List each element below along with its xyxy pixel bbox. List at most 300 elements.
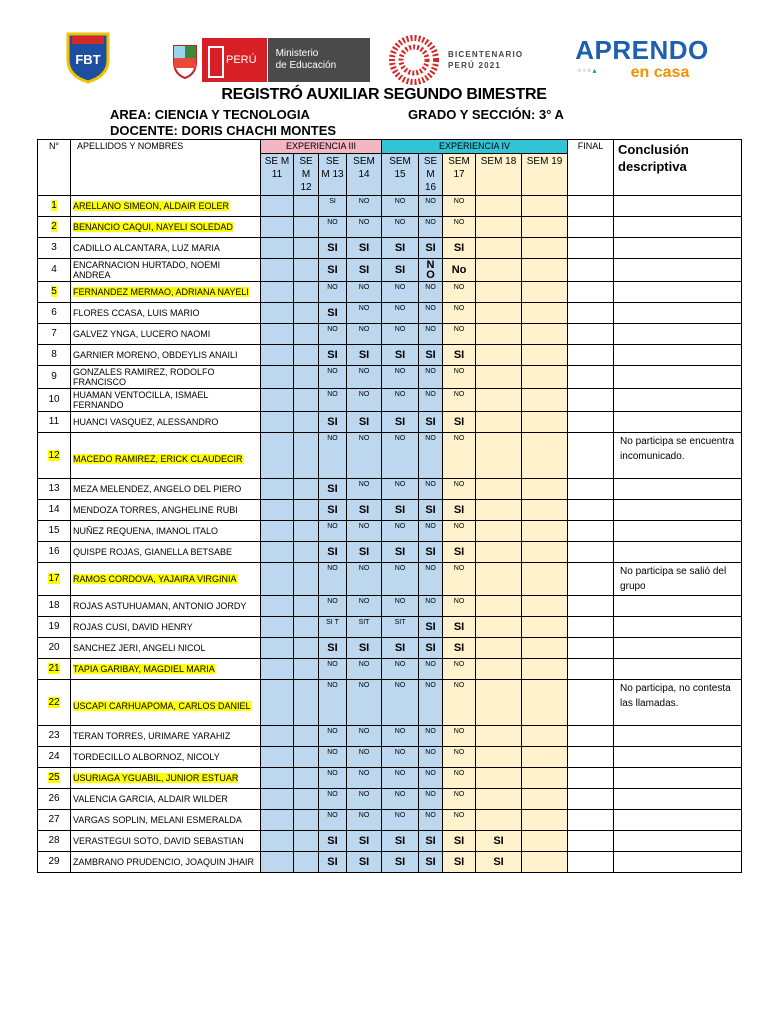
final-cell: [568, 433, 614, 479]
conclusion-cell: [614, 747, 742, 768]
row-number: 17: [48, 573, 60, 584]
attendance-cell: NO: [382, 324, 419, 345]
final-cell: [568, 479, 614, 500]
ministry-logo: [168, 38, 370, 82]
grades-table: [37, 139, 742, 873]
conclusion-cell: [614, 726, 742, 747]
row-number-cell: [38, 726, 71, 747]
row-number-cell: [38, 433, 71, 479]
attendance-cell: NO: [443, 789, 476, 810]
attendance-cell: NO: [347, 217, 382, 238]
student-name-cell: [71, 345, 261, 366]
attendance-cell: NO: [419, 479, 443, 500]
table-row: [38, 789, 742, 810]
week-cell-empty: [522, 542, 568, 563]
attendance-cell: [476, 726, 522, 747]
decorative-shapes-icon: ▫◦▫▴: [578, 66, 599, 75]
conclusion-cell: [614, 852, 742, 873]
attendance-cell: SI: [347, 412, 382, 433]
attendance-cell: NO: [347, 479, 382, 500]
week-cell-empty: [294, 638, 319, 659]
student-name-cell: [71, 617, 261, 638]
student-name-cell: [71, 831, 261, 852]
week-cell-empty: [522, 238, 568, 259]
row-number-cell: [38, 196, 71, 217]
row-number: 5: [51, 286, 57, 297]
attendance-cell: [476, 303, 522, 324]
conclusion-cell: [614, 831, 742, 852]
row-number: 25: [48, 772, 60, 783]
attendance-cell: NO: [347, 433, 382, 479]
week-cell-empty: [294, 659, 319, 680]
attendance-cell: NO: [347, 810, 382, 831]
final-cell: [568, 617, 614, 638]
row-number-cell: [38, 303, 71, 324]
attendance-cell: NO: [443, 196, 476, 217]
week-cell-empty: [261, 259, 294, 282]
attendance-cell: SI: [443, 617, 476, 638]
row-number: 8: [51, 349, 57, 360]
student-name: VARGAS SOPLIN, MELANI ESMERALDA: [73, 815, 242, 825]
conclusion-cell: [614, 196, 742, 217]
attendance-cell: NO: [347, 521, 382, 542]
student-name-cell: [71, 412, 261, 433]
attendance-cell: NO: [319, 726, 347, 747]
attendance-cell: NO: [419, 680, 443, 726]
attendance-cell: SI: [319, 542, 347, 563]
attendance-cell: NO: [419, 789, 443, 810]
conclusion-cell: [614, 500, 742, 521]
attendance-cell: NO: [419, 389, 443, 412]
attendance-cell: [476, 596, 522, 617]
svg-text:FBT: FBT: [75, 52, 101, 67]
week-cell-empty: [294, 747, 319, 768]
row-number-cell: [38, 238, 71, 259]
row-number-cell: [38, 282, 71, 303]
attendance-cell: NO: [443, 433, 476, 479]
week-cell-empty: [261, 659, 294, 680]
student-name: SANCHEZ JERI, ANGELI NICOL: [73, 643, 206, 653]
row-number-cell: [38, 389, 71, 412]
row-number-cell: [38, 617, 71, 638]
attendance-cell: SI: [382, 412, 419, 433]
student-name: CADILLO ALCANTARA, LUZ MARIA: [73, 243, 220, 253]
attendance-cell: NO: [382, 217, 419, 238]
table-row: [38, 303, 742, 324]
final-cell: [568, 659, 614, 680]
attendance-cell: [476, 196, 522, 217]
area-label: AREA: CIENCIA Y TECNOLOGIA: [110, 107, 310, 122]
week-cell-empty: [294, 831, 319, 852]
student-name: ARELLANO SIMEON, ALDAIR EOLER: [73, 201, 230, 211]
student-name: MEZA MELENDEZ, ANGELO DEL PIERO: [73, 484, 242, 494]
attendance-cell: [476, 680, 522, 726]
attendance-cell: SI: [443, 831, 476, 852]
attendance-cell: NO: [419, 596, 443, 617]
row-number: 7: [51, 328, 57, 339]
conclusion-cell: [614, 217, 742, 238]
attendance-cell: SI: [319, 303, 347, 324]
attendance-cell: NO: [382, 521, 419, 542]
attendance-cell: SIT: [347, 617, 382, 638]
attendance-cell: NO: [443, 389, 476, 412]
attendance-cell: [476, 345, 522, 366]
attendance-cell: NO: [382, 282, 419, 303]
row-number-cell: [38, 345, 71, 366]
attendance-cell: NO: [443, 563, 476, 596]
col-header-week: SEM 15: [382, 154, 419, 196]
attendance-cell: SI: [347, 259, 382, 282]
attendance-cell: NO: [319, 659, 347, 680]
student-name-cell: [71, 324, 261, 345]
week-cell-empty: [261, 196, 294, 217]
row-number-cell: [38, 680, 71, 726]
attendance-cell: SI: [347, 852, 382, 873]
week-cell-empty: [261, 521, 294, 542]
student-name: VERASTEGUI SOTO, DAVID SEBASTIAN: [73, 836, 244, 846]
week-cell-empty: [522, 563, 568, 596]
attendance-cell: NO: [382, 196, 419, 217]
final-cell: [568, 638, 614, 659]
week-cell-empty: [294, 324, 319, 345]
student-name: GONZALES RAMIREZ, RODOLFO FRANCISCO: [73, 367, 215, 387]
row-number-cell: [38, 500, 71, 521]
week-cell-empty: [261, 831, 294, 852]
conclusion-cell: [614, 238, 742, 259]
row-number-cell: [38, 768, 71, 789]
attendance-cell: NO: [382, 747, 419, 768]
attendance-cell: [476, 617, 522, 638]
row-number-cell: [38, 852, 71, 873]
attendance-cell: NO: [382, 563, 419, 596]
week-cell-empty: [261, 726, 294, 747]
col-header-week: SE M 11: [261, 154, 294, 196]
teacher-label: DOCENTE: DORIS CHACHI MONTES: [110, 123, 337, 138]
conclusion-cell: [614, 521, 742, 542]
student-name-cell: [71, 789, 261, 810]
student-name: HUAMAN VENTOCILLA, ISMAEL FERNANDO: [73, 390, 209, 410]
student-name-cell: [71, 259, 261, 282]
attendance-cell: NO: [347, 389, 382, 412]
week-cell-empty: [522, 810, 568, 831]
attendance-cell: NO: [443, 726, 476, 747]
table-row: [38, 638, 742, 659]
logo-bar: [0, 28, 768, 88]
attendance-cell: NO: [419, 196, 443, 217]
student-name: TAPIA GARIBAY, MAGDIEL MARIA: [73, 664, 215, 674]
table-row: [38, 345, 742, 366]
table-row: [38, 747, 742, 768]
row-number: 19: [48, 621, 60, 632]
student-name-cell: [71, 852, 261, 873]
week-cell-empty: [294, 789, 319, 810]
table-row: [38, 659, 742, 680]
attendance-cell: NO: [347, 324, 382, 345]
week-cell-empty: [294, 680, 319, 726]
attendance-cell: SI: [419, 500, 443, 521]
attendance-cell: SI: [419, 852, 443, 873]
student-name: GARNIER MORENO, OBDEYLIS ANAILI: [73, 350, 238, 360]
attendance-cell: NO: [319, 680, 347, 726]
week-cell-empty: [522, 345, 568, 366]
table-row: [38, 366, 742, 389]
week-cell-empty: [261, 768, 294, 789]
attendance-cell: [476, 259, 522, 282]
week-cell-empty: [522, 479, 568, 500]
final-cell: [568, 563, 614, 596]
attendance-cell: [476, 747, 522, 768]
row-number: 11: [48, 416, 60, 427]
week-cell-empty: [522, 726, 568, 747]
row-number: 16: [48, 546, 60, 557]
attendance-cell: SI: [443, 238, 476, 259]
attendance-cell: NO: [382, 789, 419, 810]
attendance-cell: [476, 768, 522, 789]
final-cell: [568, 500, 614, 521]
attendance-cell: SI: [443, 500, 476, 521]
week-cell-empty: [261, 479, 294, 500]
final-cell: [568, 217, 614, 238]
week-cell-empty: [522, 217, 568, 238]
student-name: MACEDO RAMIREZ, ERICK CLAUDECIR: [73, 454, 243, 464]
col-header-week: SEM 17: [443, 154, 476, 196]
attendance-cell: NO: [443, 596, 476, 617]
attendance-cell: SI: [319, 259, 347, 282]
row-number: 28: [48, 835, 60, 846]
attendance-cell: NO: [419, 521, 443, 542]
week-cell-empty: [294, 617, 319, 638]
week-cell-empty: [261, 617, 294, 638]
week-cell-empty: [522, 303, 568, 324]
week-cell-empty: [261, 789, 294, 810]
attendance-cell: [476, 521, 522, 542]
final-cell: [568, 303, 614, 324]
col-header-week: SEM 14: [347, 154, 382, 196]
attendance-cell: NO: [319, 217, 347, 238]
attendance-cell: SI: [419, 542, 443, 563]
week-cell-empty: [522, 366, 568, 389]
attendance-cell: NO: [319, 282, 347, 303]
table-row: [38, 768, 742, 789]
final-cell: [568, 282, 614, 303]
attendance-cell: NO: [443, 768, 476, 789]
conclusion-cell: No participa se salió del grupo: [614, 563, 742, 596]
student-name-cell: [71, 563, 261, 596]
row-number-cell: [38, 596, 71, 617]
conclusion-cell: No participa, no contesta las llamadas.: [614, 680, 742, 726]
row-number-cell: [38, 259, 71, 282]
week-cell-empty: [522, 324, 568, 345]
table-row: [38, 563, 742, 596]
table-row: [38, 726, 742, 747]
student-name-cell: [71, 747, 261, 768]
attendance-cell: NO: [347, 563, 382, 596]
attendance-cell: NO: [347, 196, 382, 217]
week-cell-empty: [294, 596, 319, 617]
attendance-cell: NO: [382, 389, 419, 412]
attendance-cell: [476, 389, 522, 412]
student-name-cell: [71, 282, 261, 303]
final-cell: [568, 680, 614, 726]
attendance-cell: SI: [443, 412, 476, 433]
attendance-cell: NO: [443, 680, 476, 726]
student-name-cell: [71, 521, 261, 542]
week-cell-empty: [522, 789, 568, 810]
row-number: 4: [51, 264, 57, 275]
peru-coat-of-arms-icon: [168, 40, 202, 80]
bicentenario-logo: [388, 34, 548, 86]
col-header-names: APELLIDOS Y NOMBRES: [71, 140, 261, 196]
attendance-cell: NO: [319, 810, 347, 831]
attendance-cell: NO: [347, 789, 382, 810]
attendance-cell: NO: [319, 389, 347, 412]
student-name-cell: [71, 638, 261, 659]
attendance-cell: [476, 789, 522, 810]
week-cell-empty: [522, 259, 568, 282]
row-number-cell: [38, 563, 71, 596]
attendance-cell: SI: [382, 852, 419, 873]
row-number: 15: [48, 525, 60, 536]
attendance-cell: NO: [443, 521, 476, 542]
attendance-cell: NO: [419, 659, 443, 680]
attendance-cell: NO: [382, 596, 419, 617]
attendance-cell: NO: [347, 726, 382, 747]
student-name: FLORES CCASA, LUIS MARIO: [73, 308, 200, 318]
attendance-cell: NO: [382, 479, 419, 500]
week-cell-empty: [261, 303, 294, 324]
student-name: NUÑEZ REQUENA, IMANOL ITALO: [73, 526, 219, 536]
final-cell: [568, 789, 614, 810]
attendance-cell: SI: [476, 831, 522, 852]
student-name: ROJAS CUSI, DAVID HENRY: [73, 622, 193, 632]
week-cell-empty: [294, 217, 319, 238]
attendance-cell: [476, 542, 522, 563]
student-name: ROJAS ASTUHUAMAN, ANTONIO JORDY: [73, 601, 247, 611]
conclusion-cell: [614, 479, 742, 500]
table-row: [38, 238, 742, 259]
conclusion-cell: [614, 659, 742, 680]
week-cell-empty: [261, 412, 294, 433]
week-cell-empty: [261, 852, 294, 873]
attendance-cell: NO: [419, 768, 443, 789]
attendance-cell: SI: [382, 638, 419, 659]
student-name-cell: [71, 659, 261, 680]
attendance-cell: SI T: [319, 617, 347, 638]
conclusion-cell: [614, 810, 742, 831]
final-cell: [568, 831, 614, 852]
row-number: 23: [48, 730, 60, 741]
col-header-conclusion: Conclusión descriptiva: [614, 140, 742, 196]
attendance-cell: NO: [347, 768, 382, 789]
week-cell-empty: [522, 659, 568, 680]
student-name-cell: [71, 196, 261, 217]
attendance-cell: [476, 238, 522, 259]
row-number-cell: [38, 789, 71, 810]
row-number: 24: [48, 751, 60, 762]
attendance-cell: SI: [476, 852, 522, 873]
week-cell-empty: [294, 303, 319, 324]
week-cell-empty: [522, 500, 568, 521]
table-row: [38, 412, 742, 433]
attendance-cell: NO: [382, 726, 419, 747]
week-cell-empty: [522, 596, 568, 617]
table-row: [38, 617, 742, 638]
row-number-cell: [38, 412, 71, 433]
conclusion-cell: [614, 324, 742, 345]
attendance-cell: NO: [419, 217, 443, 238]
attendance-cell: SI: [347, 345, 382, 366]
week-cell-empty: [294, 412, 319, 433]
week-cell-empty: [261, 810, 294, 831]
student-name-cell: [71, 768, 261, 789]
attendance-cell: SI: [382, 542, 419, 563]
attendance-cell: NO: [319, 596, 347, 617]
row-number-cell: [38, 366, 71, 389]
row-number: 20: [48, 642, 60, 653]
final-cell: [568, 726, 614, 747]
week-cell-empty: [522, 831, 568, 852]
attendance-cell: NO: [443, 303, 476, 324]
conclusion-cell: No participa se encuentra incomunicado.: [614, 433, 742, 479]
attendance-cell: NO: [419, 810, 443, 831]
row-number: 9: [51, 371, 57, 382]
attendance-cell: NO: [347, 680, 382, 726]
student-name: BENANCIO CAQUI, NAYELI SOLEDAD: [73, 222, 233, 232]
week-cell-empty: [294, 852, 319, 873]
attendance-cell: SI: [319, 345, 347, 366]
attendance-cell: NO: [319, 789, 347, 810]
row-number: 2: [51, 221, 57, 232]
final-cell: [568, 521, 614, 542]
attendance-cell: [476, 638, 522, 659]
week-cell-empty: [261, 680, 294, 726]
week-cell-empty: [261, 638, 294, 659]
table-row: [38, 542, 742, 563]
week-cell-empty: [294, 810, 319, 831]
attendance-cell: [476, 500, 522, 521]
row-number-cell: [38, 659, 71, 680]
attendance-cell: NO: [382, 433, 419, 479]
attendance-cell: NO: [382, 810, 419, 831]
attendance-cell: SI: [319, 196, 347, 217]
attendance-cell: NO: [419, 563, 443, 596]
week-cell-empty: [294, 542, 319, 563]
attendance-cell: NO: [419, 726, 443, 747]
final-cell: [568, 810, 614, 831]
attendance-cell: SI: [419, 617, 443, 638]
student-name: QUISPE ROJAS, GIANELLA BETSABE: [73, 547, 233, 557]
attendance-cell: SI: [419, 238, 443, 259]
attendance-cell: NO: [443, 282, 476, 303]
final-cell: [568, 542, 614, 563]
student-name-cell: [71, 433, 261, 479]
attendance-cell: NO: [419, 282, 443, 303]
attendance-cell: SI: [382, 259, 419, 282]
final-cell: [568, 196, 614, 217]
conclusion-cell: [614, 789, 742, 810]
final-cell: [568, 259, 614, 282]
week-cell-empty: [261, 542, 294, 563]
conclusion-cell: [614, 366, 742, 389]
row-number-cell: [38, 217, 71, 238]
attendance-cell: NO: [319, 366, 347, 389]
row-number: 14: [48, 504, 60, 515]
student-name-cell: [71, 500, 261, 521]
student-name-cell: [71, 680, 261, 726]
table-row: [38, 282, 742, 303]
attendance-cell: NO: [319, 521, 347, 542]
col-header-week: SE M 16: [419, 154, 443, 196]
